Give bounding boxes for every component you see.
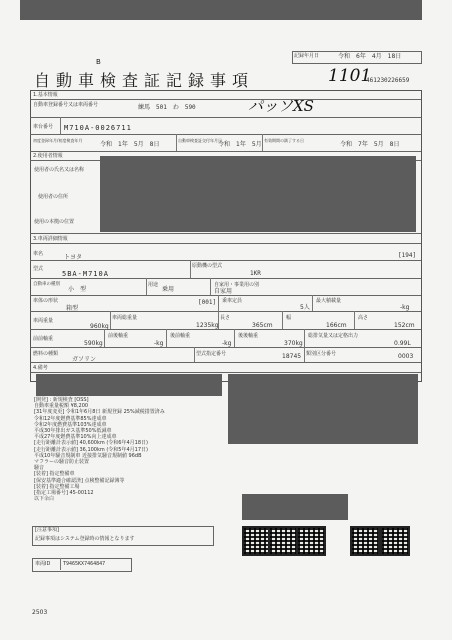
chassis-label: 車台番号 (33, 124, 54, 130)
fuel-value: ガソリン (72, 356, 97, 363)
displacement-value: 0.99L (394, 340, 411, 347)
row-divider (30, 329, 421, 330)
max-load-label: 最大積載量 (316, 298, 342, 304)
front-axle-label: 前前軸重 (33, 336, 54, 342)
col-divider (354, 311, 355, 329)
front-axle-value: 590kg (84, 340, 103, 347)
row-divider (30, 134, 421, 135)
expiry-label: 有効期間の満了する日 (264, 138, 304, 143)
class-label: 類別区分番号 (306, 351, 337, 357)
serial-number: 461230226659 (366, 77, 410, 84)
remark-line: [保安基準適合確認済] 点検整備記録簿等 (34, 477, 125, 484)
notes-label: [注意事項] (35, 527, 59, 533)
remark-line: 以下余白 (34, 496, 55, 503)
height-label: 高さ (358, 315, 369, 321)
class-value: 0003 (398, 353, 414, 360)
remark-line: [走行距離計表示値] 40,600km (令和6年4月18日) (34, 440, 148, 447)
body-value: 箱型 (66, 305, 79, 312)
mid-rear-axle-value: -kg (222, 340, 232, 347)
mid-front-axle-label: 前後軸重 (108, 333, 129, 339)
qr-code-icon (380, 526, 410, 556)
remark-line: [装着] 指定整備車 (34, 471, 75, 478)
redaction-remarks-right (228, 374, 418, 444)
col-divider (262, 134, 263, 151)
row-divider (30, 233, 421, 234)
vehicle-id-label: 車両ID (35, 561, 51, 567)
engine-value: 1KR (250, 270, 261, 277)
col-divider (60, 117, 61, 134)
section1-heading: 1.基本情報 (33, 92, 58, 98)
make-value: トヨタ (64, 254, 83, 261)
redaction-top-bar (20, 0, 422, 20)
col-divider (176, 134, 177, 151)
handwritten-model: パッソXS (248, 97, 314, 115)
first-reg-value: 令和 1年 5月 8日 (100, 141, 160, 148)
business-value: 自家用 (214, 288, 233, 295)
col-divider (218, 295, 219, 311)
notes-text: 記録事項はシステム登録時の情報となります (35, 536, 135, 542)
row-divider (30, 260, 421, 261)
mid-rear-axle-label: 後前軸重 (170, 333, 191, 339)
fuel-label: 燃料の種類 (33, 351, 59, 357)
row-divider (30, 278, 421, 279)
col-divider (218, 311, 219, 329)
remark-line: 平成27年度燃費基準10%向上達成車 (34, 434, 117, 441)
section3-heading: 3.車両詳細情報 (33, 236, 68, 242)
expiry-value: 令和 7年 5月 8日 (340, 141, 400, 148)
rear-axle-label: 後後軸重 (238, 333, 259, 339)
handwritten-number: 1101 (328, 66, 372, 86)
remark-line: [31年度変更] 令和1年6月8日 新規登録 25%減税措置済み (34, 409, 165, 416)
top-letter: B (96, 58, 101, 66)
displacement-label: 総排気量又は定格出力 (308, 333, 359, 339)
col-divider (234, 329, 235, 347)
remark-line: マフラーの騒音防止装置 (34, 459, 90, 466)
use-label: 用途 (148, 282, 159, 288)
remarks-list (34, 397, 165, 502)
engine-label: 原動機の型式 (192, 263, 223, 269)
col-divider (282, 311, 283, 329)
col-divider (104, 329, 105, 347)
row-divider (30, 295, 421, 296)
remark-line: 令和2年度燃費基準103%達成車 (34, 421, 107, 428)
row-divider (30, 362, 421, 363)
col-divider (194, 347, 195, 362)
col-divider (190, 260, 191, 278)
capacity-value: 5人 (300, 304, 310, 311)
record-date-label: 記録年月日 (294, 53, 320, 59)
col-divider (304, 329, 305, 347)
issue-value: 令和 1年 5月 (218, 141, 262, 148)
width-label: 幅 (286, 315, 292, 321)
remark-line: [走行距離計表示値] 36,100km (令和5年4月17日) (34, 446, 148, 453)
section2-heading: 2.使用者情報 (33, 153, 63, 159)
reg-label: 自動車登録番号又は車両番号 (33, 102, 99, 108)
make-code: [194] (398, 252, 417, 259)
max-load-value: -kg (400, 304, 410, 311)
remark-line: 自動車重量税額 ¥8,200 (34, 403, 89, 410)
col-divider (110, 311, 111, 329)
redaction-bottom (242, 494, 348, 520)
type-designation-label: 型式指定番号 (196, 351, 227, 357)
user-name-label: 使用者の氏名又は名称 (34, 167, 85, 173)
user-address-label: 使用者の住所 (38, 194, 69, 200)
vehicle-id-value: T9465KX7464847 (63, 561, 106, 567)
gross-label: 車両総重量 (112, 315, 138, 321)
row-divider (30, 311, 421, 312)
category-value: 小 型 (68, 286, 87, 293)
base-location-label: 使用の本拠の位置 (34, 219, 75, 225)
width-value: 166cm (326, 322, 347, 329)
body-code: [001] (198, 299, 217, 306)
row-divider (30, 347, 421, 348)
length-value: 365cm (252, 322, 273, 329)
record-date-value: 令和 6年 4月 18日 (338, 53, 402, 60)
mid-front-axle-value: -kg (154, 340, 164, 347)
row-divider (30, 117, 421, 118)
qr-code-icon (268, 526, 298, 556)
height-value: 152cm (394, 322, 415, 329)
body-label: 車体の形状 (33, 298, 59, 304)
issue-label: 自動車検査証交付年月日 (178, 138, 222, 143)
page-code: 2503 (32, 609, 48, 616)
section4-heading: 4.備考 (33, 365, 48, 371)
reg-value: 練馬 501 わ 590 (138, 104, 196, 111)
type-designation-value: 18745 (282, 353, 302, 360)
make-label: 車名 (33, 251, 44, 257)
col-divider (312, 295, 313, 311)
model-value: 5BA-M710A (62, 270, 109, 278)
gross-value: 1235kg (196, 322, 219, 329)
capacity-label: 乗車定員 (222, 298, 243, 304)
redaction-remarks-left (36, 374, 222, 396)
col-divider (166, 329, 167, 347)
remark-line: [装着] 指定整備工場 (34, 483, 80, 490)
length-label: 長さ (220, 315, 231, 321)
col-divider (210, 278, 211, 295)
use-value: 乗用 (162, 286, 175, 293)
qr-code-icon (350, 526, 380, 556)
row-divider (30, 151, 421, 152)
rear-axle-value: 370kg (284, 340, 303, 347)
remark-line: [指定工場番号] 45-00112 (34, 490, 94, 497)
document-title: 自動車検査証記録事項 (34, 71, 255, 90)
remark-line: 平成30年排出ガス基準50%低減車 (34, 428, 112, 435)
remark-line: 令和12年度燃費基準85%達成車 (34, 415, 107, 422)
redaction-user-info (100, 156, 416, 232)
col-divider (146, 278, 147, 295)
business-label: 自家用・事業用の別 (214, 282, 260, 288)
category-label: 自動車の種別 (33, 282, 60, 287)
first-reg-label: 初度登録年月/初度検査年月 (33, 138, 83, 143)
col-divider (304, 347, 305, 362)
remark-line: 騒音 (34, 465, 45, 472)
weight-label: 車両重量 (33, 318, 54, 324)
row-divider (30, 372, 421, 373)
remark-line: 平成10年騒音規制車 近接排気騒音規制値 96dB (34, 452, 142, 459)
remark-line: [開発] : 新規検査 [OSS] (34, 397, 89, 403)
model-label: 型式 (33, 266, 44, 272)
qr-code-icon (296, 526, 326, 556)
row-divider (30, 243, 421, 244)
col-divider (60, 558, 61, 570)
weight-value: 960kg (90, 323, 109, 330)
chassis-value: M710A-0026711 (64, 124, 132, 132)
row-divider (30, 99, 421, 100)
